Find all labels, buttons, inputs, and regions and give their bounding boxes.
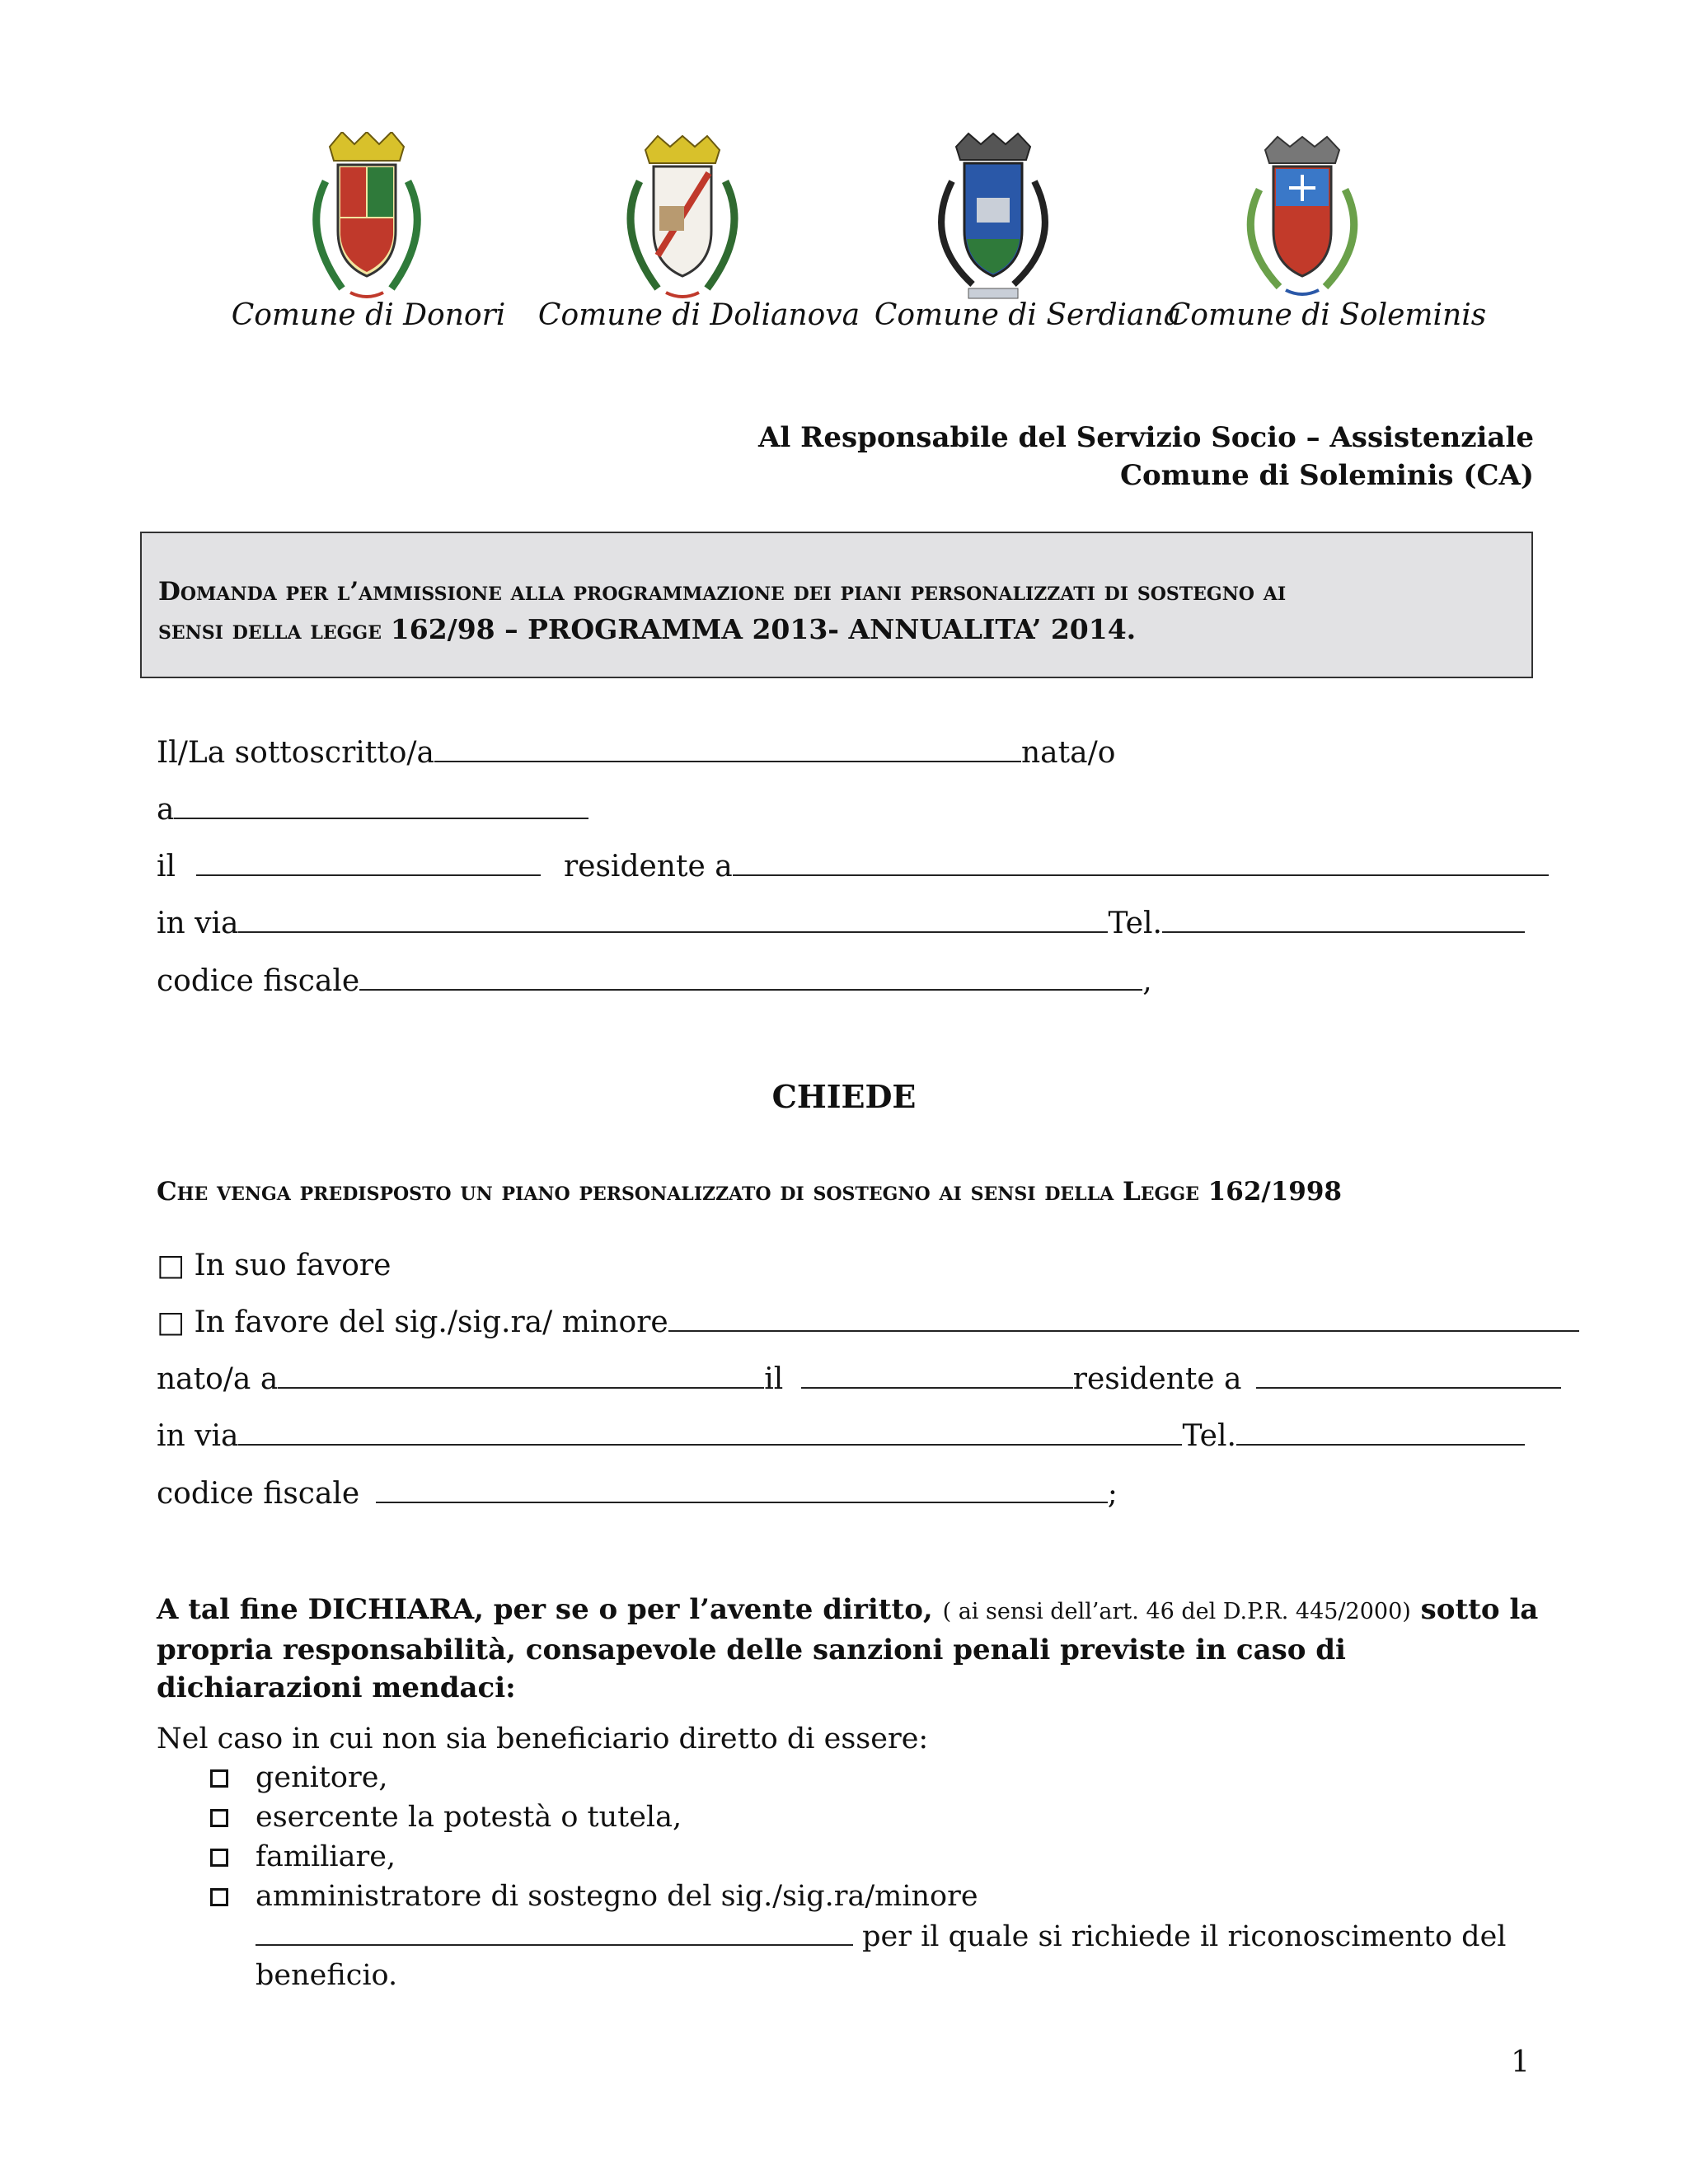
request-subheading: Che venga predisposto un piano personalizzato di sostegno ai sensi della Legge 162/1998: [157, 1177, 1342, 1207]
request-heading: CHIEDE: [771, 1078, 917, 1115]
applicant-name-row: [157, 736, 1115, 770]
beneficiary-street-label: in via: [157, 1419, 239, 1453]
street-label: in via: [157, 907, 239, 940]
beneficiary-birthplace-field[interactable]: [278, 1362, 764, 1389]
beneficiary-name-field[interactable]: [668, 1305, 1579, 1332]
title-line1: Domanda per l’ammissione alla programmazione dei piani personalizzati di sostegno ai: [158, 577, 1287, 607]
option-other-favor-row: [157, 1305, 1579, 1339]
beneficiary-fiscal-label: codice fiscale: [157, 1477, 360, 1511]
title-box: [140, 532, 1533, 678]
town-name-soleminis: Comune di Soleminis: [1167, 298, 1487, 332]
declaration-part3: sotto la propria responsabilità, consapevole delle sanzioni penali previste in caso di dichiarazioni mendaci:: [157, 1593, 1539, 1704]
continuation-text2: beneficio.: [256, 1959, 398, 1992]
beneficiary-tel-label: Tel.: [1182, 1419, 1236, 1453]
applicant-date-row: [157, 850, 1549, 883]
beneficiary-birth-row: [157, 1362, 1561, 1396]
date-label: il: [157, 850, 176, 883]
town-name-serdiana: Comune di Serdiana: [874, 298, 1182, 332]
document-title: [158, 573, 1286, 649]
birthplace-field[interactable]: [174, 793, 588, 819]
name-field[interactable]: [434, 736, 1021, 762]
tel-label: Tel.: [1108, 907, 1162, 940]
recipient-line1: Al Responsabile del Servizio Socio – Assistenziale: [757, 421, 1534, 454]
beneficiary-residence-field[interactable]: [1256, 1362, 1561, 1389]
checkbox-potesta[interactable]: [210, 1809, 228, 1827]
page-number: 1: [1511, 2046, 1530, 2079]
option-other-favor[interactable]: □ In favore del sig./sig.ra/ minore: [157, 1305, 668, 1339]
recipient-line2: Comune di Soleminis (CA): [1119, 459, 1534, 492]
applicant-place-row: [157, 793, 588, 827]
recipient-block: [758, 419, 1534, 494]
born-label: nata/o: [1021, 736, 1116, 770]
checkbox-familiare[interactable]: [210, 1849, 228, 1867]
declaration-part1: A tal fine DICHIARA, per se o per l’avente diritto,: [157, 1593, 933, 1626]
beneficiary-fiscal-code-field[interactable]: [376, 1477, 1108, 1503]
birthdate-field[interactable]: [196, 850, 541, 876]
beneficiary-born-label: nato/a a: [157, 1362, 279, 1396]
serdiana-crest-icon: [919, 132, 1067, 305]
item-potesta: esercente la potestà o tutela,: [256, 1801, 682, 1834]
declaration-paragraph: [157, 1591, 1541, 1707]
applicant-street-row: [157, 907, 1525, 940]
title-line2-rest: 162/98 – PROGRAMMA 2013- ANNUALITA’ 2014.: [390, 613, 1137, 645]
checkbox-genitore[interactable]: [210, 1769, 228, 1788]
dolianova-crest-icon: [608, 132, 757, 305]
relationship-intro: Nel caso in cui non sia beneficiario diretto di essere:: [157, 1722, 929, 1755]
item-familiare: familiare,: [256, 1840, 396, 1873]
town-name-dolianova: Comune di Dolianova: [537, 298, 860, 332]
place-label: a: [157, 793, 175, 827]
soleminis-crest-icon: [1228, 132, 1376, 305]
beneficiary-residence-label: residente a: [1072, 1362, 1242, 1396]
beneficiary-street-field[interactable]: [238, 1419, 1182, 1446]
fiscal-code-field[interactable]: [359, 964, 1142, 991]
item-genitore: genitore,: [256, 1761, 388, 1794]
continuation-row: [256, 1919, 1506, 1953]
checkbox-amministratore[interactable]: [210, 1888, 228, 1906]
fiscal-end: ,: [1142, 964, 1152, 998]
applicant-fiscal-row: [157, 964, 1152, 998]
donori-crest-icon: [293, 132, 441, 305]
name-label: Il/La sottoscritto/a: [157, 736, 434, 770]
tel-field[interactable]: [1162, 907, 1525, 933]
title-line2: [158, 611, 1286, 649]
beneficiary-birthdate-field[interactable]: [801, 1362, 1073, 1389]
beneficiary-fiscal-row: [157, 1477, 1118, 1511]
declaration-part2: ( ai sensi dell’art. 46 del D.P.R. 445/2000): [942, 1599, 1411, 1624]
item-amministratore: amministratore di sostegno del sig./sig.ra/minore: [256, 1880, 978, 1913]
ward-name-field[interactable]: [256, 1919, 853, 1946]
beneficiary-fiscal-end: ;: [1107, 1477, 1118, 1511]
residence-label: residente a: [563, 850, 733, 883]
title-line2-smallcaps: sensi della legge: [158, 616, 391, 645]
beneficiary-street-row: [157, 1419, 1525, 1453]
town-name-donori: Comune di Donori: [231, 298, 506, 332]
continuation-text: per il quale si richiede il riconoscimento del: [862, 1920, 1507, 1953]
residence-field[interactable]: [733, 850, 1549, 876]
beneficiary-date-label: il: [764, 1362, 784, 1396]
option-own-favor[interactable]: □ In suo favore: [157, 1249, 392, 1282]
street-field[interactable]: [238, 907, 1108, 933]
fiscal-label: codice fiscale: [157, 964, 360, 998]
beneficiary-tel-field[interactable]: [1236, 1419, 1525, 1446]
